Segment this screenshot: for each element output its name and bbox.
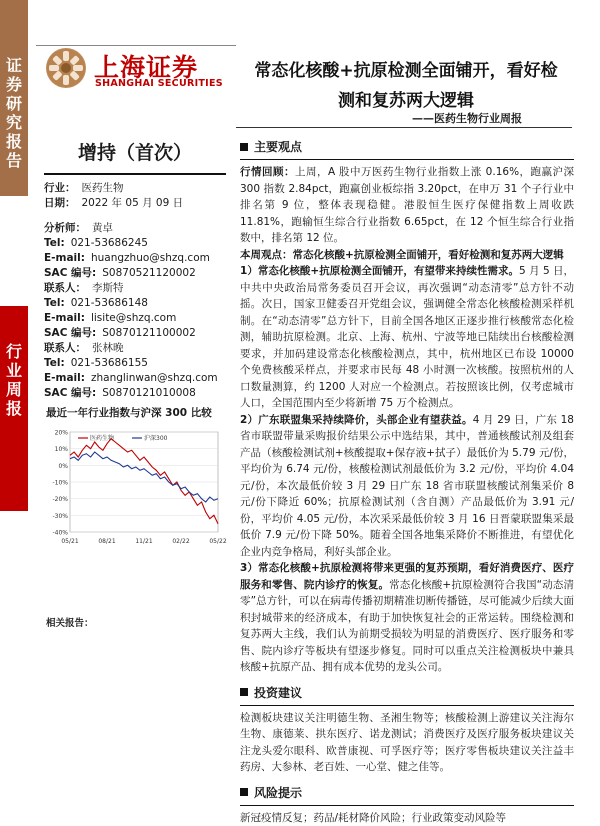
rating-rule	[44, 173, 226, 175]
analyst-name-row: 联系人： 张林晚	[44, 341, 226, 356]
report-title	[236, 56, 576, 116]
sidebar-top-band	[0, 0, 28, 196]
rating-label: 增持（首次）	[44, 138, 226, 165]
point-1-paragraph: 1）常态化核酸+抗原检测全面铺开，有望带来持续性需求。5 月 5 日，中共中央政治局常务委员召开会议，再次强调“动态清零”总方针不动摇。次日，国家卫健委召开党组会议，强调健全常态化核酸检测采样机制。在“动态清零”总方针下，目前全国各地区正逐步推行核酸常态化检测，辅助抗原检测。北京、上海、杭州、宁波等地已陆续出台核酸检测要求，并加码建设常态化核酸检测点，其中，杭州地区已布设 10000 个免费核酸采样点，并要求市民每 48 小时测一次核酸。按照杭州的人口数量测算，约 1200 人对应一个检测点。若按照该比例，仅考虑城市人口，全国范围内至少将新增 75 万个检测点。	[240, 263, 574, 412]
point-3-paragraph: 3）常态化核酸+抗原检测将带来更强的复苏预期，看好消费医疗、医疗服务和零售、院内诊疗的恢复。常态化核酸+抗原检测符合我国“动态清零”总方针，可以在病毒传播初期精准切断传播链，尽可能减少后续大面积封城带来的经济成本，有助于加快恢复社会的正常运转。围绕检测和复苏两大主线，我们认为前期受损较为明显的消费医疗、医疗服务和零售、院内诊疗等板块有望逐步修复。同时可以重点关注检测板块中兼具核酸+抗原产品、拥有成本优势的龙头公司。	[240, 560, 574, 676]
industry-row: 行业： 医药生物	[44, 181, 226, 196]
report-subtitle: ——医药生物行业周报	[412, 110, 522, 126]
analyst-tel-row: Tel: 021-53686148	[44, 296, 226, 311]
analyst-email-row: E-mail: zhanglinwan@shzq.com	[44, 371, 226, 386]
company-logo	[40, 48, 220, 94]
logo-chinese-name: 上海证券	[94, 48, 198, 84]
section-marker-icon	[240, 788, 248, 796]
chart-x-tick-label: 02/22	[172, 538, 189, 545]
analyst-name-row: 联系人： 李斯特	[44, 281, 226, 296]
section-investment-advice: 投资建议	[240, 684, 574, 701]
sidebar-section-label: 行业周报	[0, 342, 28, 418]
analyst-email-row: E-mail: lisite@shzq.com	[44, 311, 226, 326]
analyst-email-row: E-mail: huangzhuo@shzq.com	[44, 251, 226, 266]
chart-x-tick-label: 08/21	[98, 538, 115, 545]
chart-series-line-0	[70, 439, 218, 524]
main-content	[240, 130, 574, 826]
section-marker-icon	[240, 688, 248, 696]
chart-x-tick-label: 11/21	[135, 538, 152, 545]
section-key-points: 主要观点	[240, 138, 574, 155]
title-line-2: 测和复苏两大逻辑	[236, 86, 576, 116]
analyst-list	[44, 221, 226, 401]
logo-english-name: SHANGHAI SECURITIES	[95, 78, 223, 89]
analyst-tel-row: Tel: 021-53686155	[44, 356, 226, 371]
analyst-sac-row: SAC 编号: S0870521120002	[44, 266, 226, 281]
chart-y-tick-label: -20%	[52, 496, 68, 503]
title-rule	[236, 127, 572, 128]
chart-title: 最近一年行业指数与沪深 300 比较	[46, 405, 212, 420]
left-info-panel	[44, 130, 226, 401]
date-row: 日期： 2022 年 05 月 09 日	[44, 196, 226, 211]
weekly-view-heading: 本周观点：常态化核酸+抗原检测全面铺开，看好检测和复苏两大逻辑	[240, 247, 574, 264]
chart-y-tick-label: 20%	[55, 430, 69, 437]
chart-series-line-1	[70, 452, 218, 502]
index-comparison-chart	[44, 426, 222, 546]
chart-svg	[44, 426, 222, 546]
investment-advice-paragraph: 检测板块建议关注明德生物、圣湘生物等；核酸检测上游建议关注海尔生物、康德莱、拱东医疗、诺龙测试；消费医疗及医疗服务板块建议关注龙头爱尔眼科、欧普康视、可孚医疗等；医疗零售板块建议关注益丰药房、大参林、老百姓、一心堂、健之佳等。	[240, 710, 574, 776]
sidebar-report-type: 证券研究报告	[0, 56, 28, 170]
related-reports-label: 相关报告：	[46, 615, 94, 629]
point-2-paragraph: 2）广东联盟集采持续降价，头部企业有望获益。4 月 29 日，广东 18 省市联盟带量采购报价结果公示中选结果，其中，普通核酸试剂及组套产品（核酸检测试剂+核酸提取+保存液+拭子）最低价为 5.79 元/份，平均价为 6.74 元/份，核酸检测试剂最低价为 3.2 元/份，平均价 4.04 元/份，本次最低价较 3 月 29 日广东 18 省市联盟核酸试剂集采价 8 元/份下降近 60%；抗原检测试剂（含自测）产品最低价为 3.91 元/份，平均价 4.05 元/份，本次采采最低价较 3 月 16 日晋蒙联盟集采最低价 7.9 元/份下降 50%。随着全国各地集采降价不断推进，有望优化企业内竞争格局，利好头部企业。	[240, 412, 574, 561]
analyst-tel-row: Tel: 021-53686245	[44, 236, 226, 251]
chart-legend-label: 沪深300	[144, 434, 168, 442]
sidebar-mid-band	[0, 306, 28, 511]
section-marker-icon	[240, 143, 248, 151]
chart-y-tick-label: -30%	[52, 513, 68, 520]
analyst-sac-row: SAC 编号: S0870121010008	[44, 386, 226, 401]
chart-y-tick-label: 0%	[58, 463, 68, 470]
market-review-paragraph: 行情回顾：上周，A 股中万医药生物行业指数上涨 0.16%，跑赢沪深 300 指数 2.84pct，跑赢创业板综指 3.20pct，在申万 31 个子行业中排名第 9 位，整体表现稳健。港股恒生医疗保健指数上周收跌 11.81%，跑输恒生综合行业指数 6.65pct，在 12 个恒生综合行业指数中，排名第 12 位。	[240, 164, 574, 247]
chart-y-tick-label: 10%	[55, 446, 69, 453]
title-line-1: 常态化核酸+抗原检测全面铺开，看好检	[236, 56, 576, 86]
chart-x-tick-label: 05/21	[61, 538, 78, 545]
risk-paragraph: 新冠疫情反复；药品/耗材降价风险；行业政策变动风险等	[240, 810, 574, 826]
chart-legend-label: 医药生物	[90, 434, 114, 442]
sidebar	[0, 0, 28, 800]
analyst-sac-row: SAC 编号: S0870121100002	[44, 326, 226, 341]
chart-y-tick-label: -10%	[52, 480, 68, 487]
logo-emblem-icon	[46, 48, 86, 88]
header-rule	[36, 45, 236, 46]
chart-y-tick-label: -40%	[52, 530, 68, 537]
chart-x-tick-label: 05/22	[209, 538, 226, 545]
analyst-name-row: 分析师： 黄卓	[44, 221, 226, 236]
section-risk: 风险提示	[240, 784, 574, 801]
